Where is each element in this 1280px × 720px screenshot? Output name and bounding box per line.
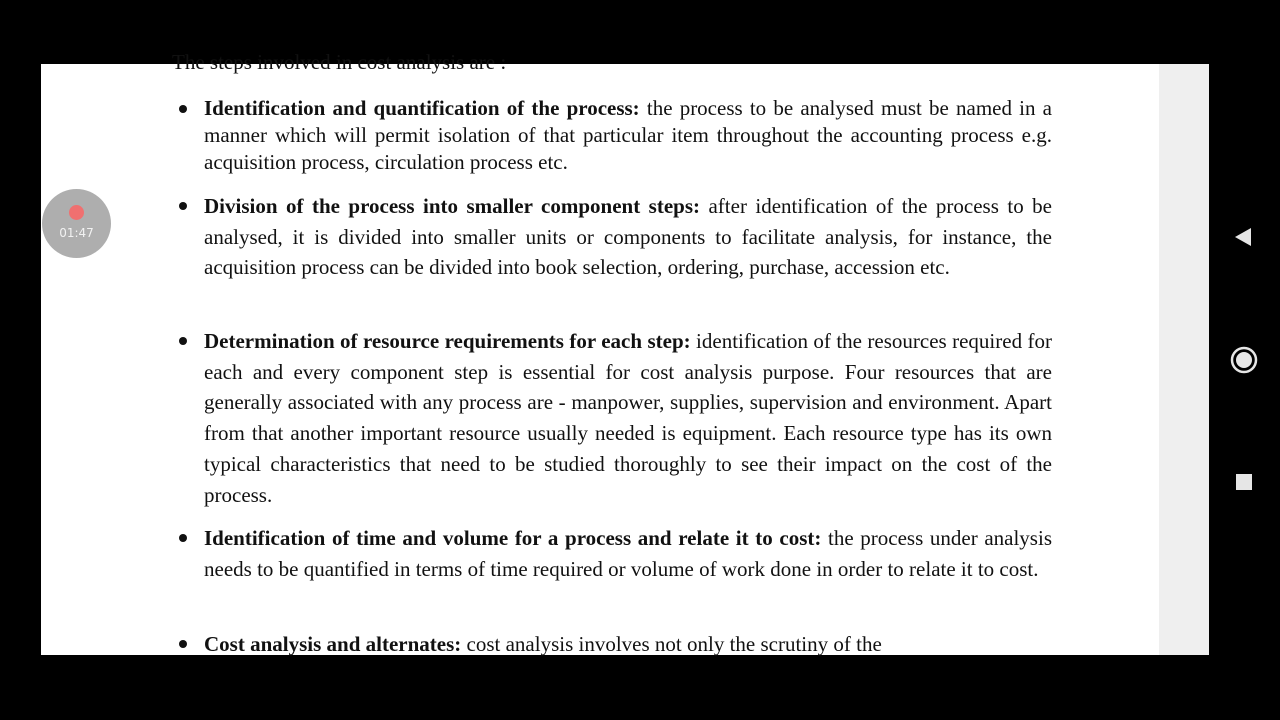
list-item (204, 326, 1052, 510)
list-item (204, 191, 1052, 283)
nav-back-button[interactable] (1226, 219, 1262, 255)
home-circle-icon (1226, 342, 1262, 378)
record-dot-icon (69, 205, 84, 220)
bullet-heading: Identification of time and volume for a process and relate it to cost: (204, 526, 822, 550)
screen-recorder-button[interactable] (42, 189, 111, 258)
nav-home-button[interactable] (1226, 342, 1262, 378)
nav-recents-button[interactable] (1226, 464, 1262, 500)
list-item (204, 629, 1052, 660)
bullet-body: identification of the resources required for each and every component step is essential for cost analysis purpose. Four resources that are generally associated with any process are - manpower, supplies, supervision and environment. Apart from that another important resource usually needed is equipment. Each resource type has its own typical characteristics that need to be studied thoroughly to see their impact on the cost of the process. (204, 329, 1052, 507)
list-item (204, 95, 1052, 176)
bullet-body: the process to be analysed must be named in a manner which will permit isolation of that particular item throughout the accounting process e.g. acquisition process, circulation process etc. (204, 96, 1052, 174)
list-item (204, 523, 1052, 585)
back-triangle-icon (1226, 219, 1262, 255)
bullet-heading: Division of the process into smaller component steps: (204, 194, 700, 218)
recents-square-icon (1226, 464, 1262, 500)
document-page[interactable] (41, 50, 1159, 656)
intro-text: The steps involved in cost analysis are : (172, 50, 507, 74)
bullet-body: the process under analysis needs to be quantified in terms of time required or volume of work done in order to relate it to cost. (204, 526, 1052, 581)
bullet-heading: Determination of resource requirements for each step: (204, 329, 691, 353)
page-gutter (1159, 64, 1209, 655)
bullet-body: after identification of the process to be analysed, it is divided into smaller units or components to facilitate analysis, for instance, the acquisition process can be divided into book selection, ordering, purchase, accession etc. (204, 194, 1052, 280)
bullet-body: cost analysis involves not only the scrutiny of the (461, 632, 882, 656)
bullet-heading: Identification and quantification of the process: (204, 96, 640, 120)
bullet-heading: Cost analysis and alternates: (204, 632, 462, 656)
recording-timer: 01:47 (59, 226, 94, 240)
document-content (41, 50, 1159, 656)
